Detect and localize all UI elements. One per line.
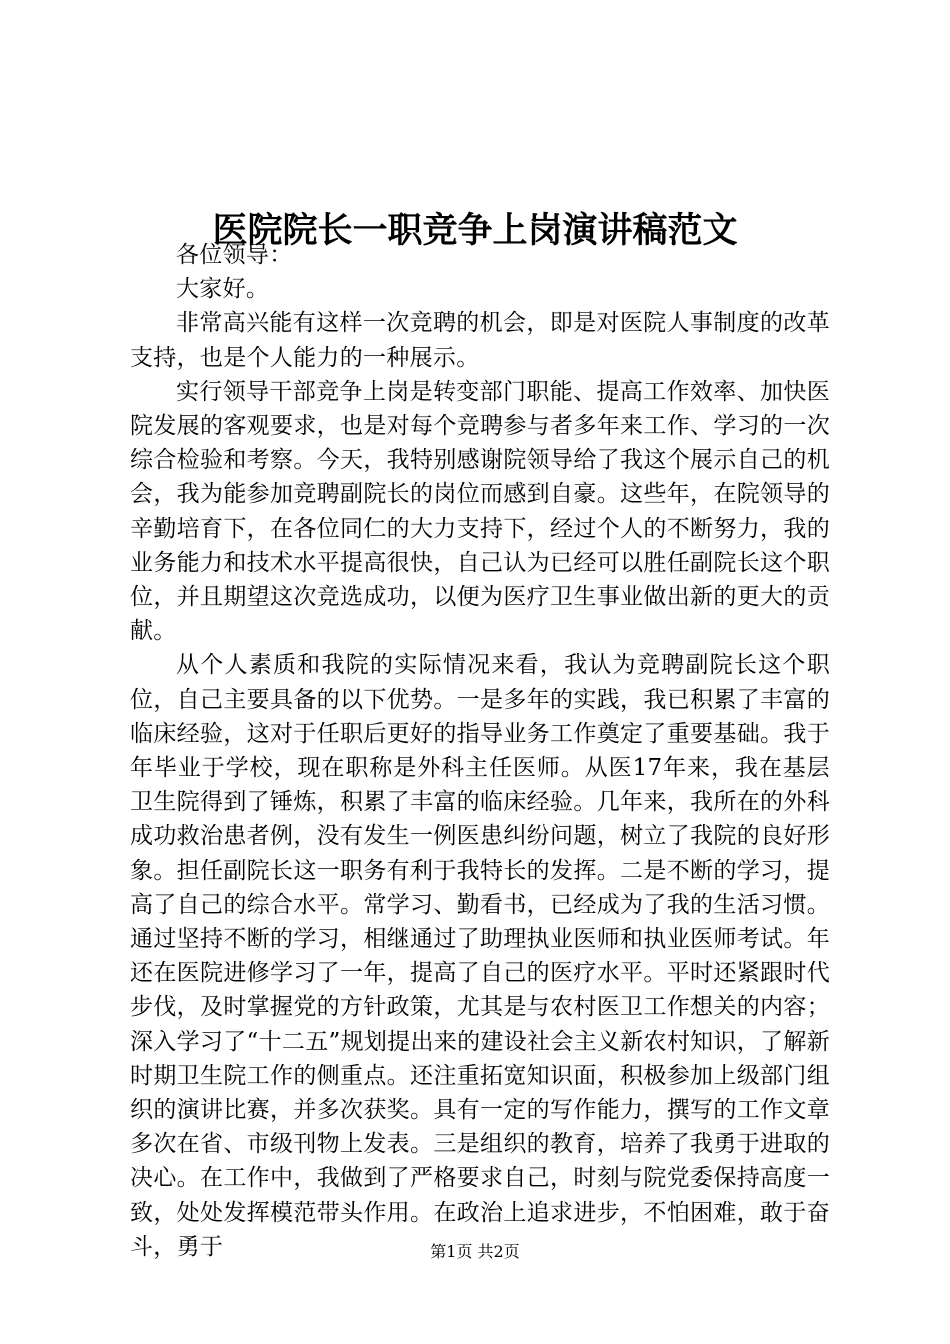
paragraph-advantages: 从个人素质和我院的实际情况来看，我认为竞聘副院长这个职位，自己主要具备的以下优势。一是多年的实践，我已积累了丰富的临床经验，这对于任职后更好的指导业务工作奠定了重要基础。我于年毕业于学校，现在职称是外科主任医师。从医17年来，我在基层卫生院得到了锤炼，积累了丰富的临床经验。几年来，我所在的外科成功救治患者例，没有发生一例医患纠纷问题，树立了我院的良好形象。担任副院长这一职务有利于我特长的发挥。二是不断的学习，提高了自己的综合水平。常学习、勤看书，已经成为了我的生活习惯。通过坚持不断的学习，相继通过了助理执业医师和执业医师考试。年还在医院进修学习了一年，提高了自己的医疗水平。平时还紧跟时代步伐，及时掌握党的方针政策，尤其是与农村医卫工作想关的内容；深入学习了“十二五”规划提出来的建设社会主义新农村知识，了解新时期卫生院工作的侧重点。还注重拓宽知识面，积极参加上级部门组织的演讲比赛，并多次获奖。具有一定的写作能力，撰写的工作文章多次在省、市级刊物上发表。三是组织的教育，培养了我勇于进取的决心。在工作中，我做到了严格要求自己，时刻与院党委保持高度一致，处处发挥模范带头作用。在政治上追求进步，不怕困难，敢于奋斗，勇于: [130, 652, 830, 1260]
page-footer: 第1页 共2页: [430, 1242, 520, 1261]
salutation: 各位领导：: [176, 242, 293, 268]
paragraph-motivation: 实行领导干部竞争上岗是转变部门职能、提高工作效率、加快医院发展的客观要求，也是对每个竞聘参与者多年来工作、学习的一次综合检验和考察。今天，我特别感谢院领导给了我这个展示自己的机会，我为能参加竞聘副院长的岗位而感到自豪。这些年，在院领导的辛勤培育下，在各位同仁的大力支持下，经过个人的不断努力，我的业务能力和技术水平提高很快，自己认为已经可以胜任副院长这个职位，并且期望这次竞选成功，以便为医疗卫生事业做出新的更大的贡献。: [130, 378, 830, 645]
paragraph-intro: 非常高兴能有这样一次竞聘的机会，即是对医院人事制度的改革支持，也是个人能力的一种展示。: [130, 310, 830, 371]
document-title: 医院院长一职竞争上岗演讲稿范文: [212, 210, 738, 252]
document-body: [130, 238, 830, 1264]
greeting: 大家好。: [176, 276, 270, 303]
